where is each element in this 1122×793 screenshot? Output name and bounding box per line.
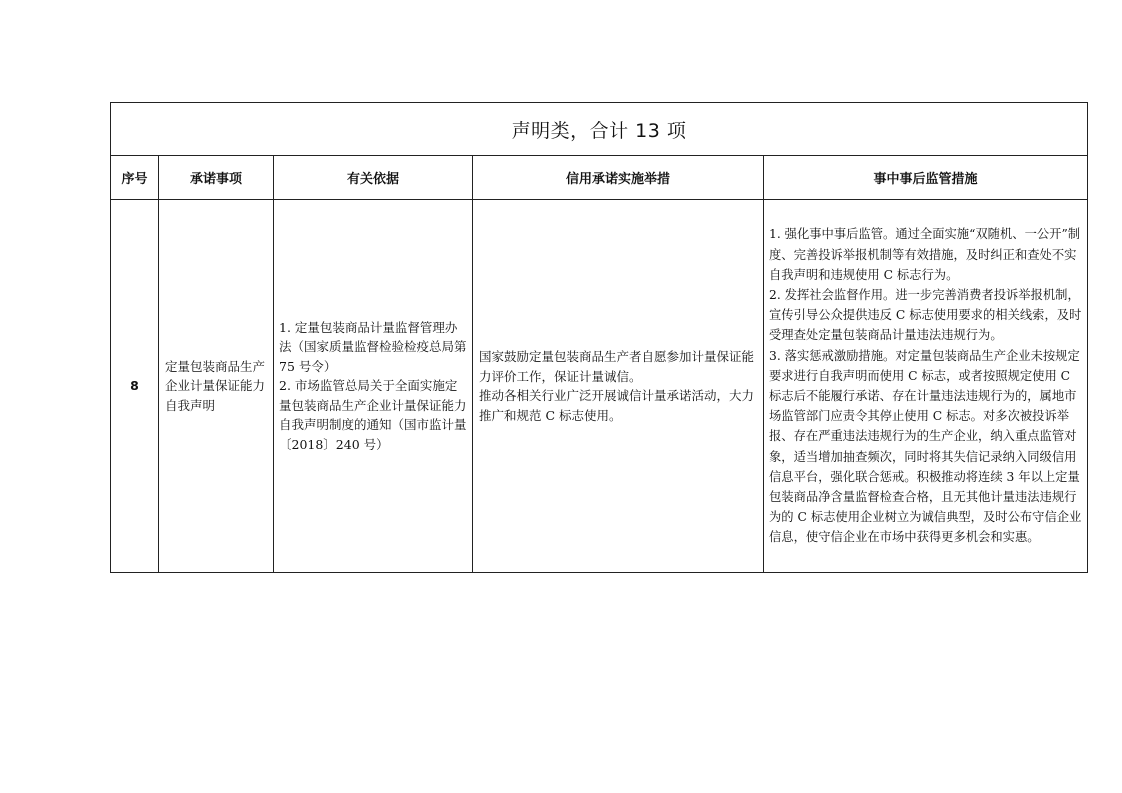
- commitment-item: 定量包装商品生产企业计量保证能力自我声明: [159, 200, 274, 573]
- row-number: 8: [111, 200, 159, 573]
- table-row: [111, 200, 1088, 573]
- commitment-table: [110, 102, 1088, 573]
- supervision-cell: [764, 200, 1088, 573]
- table-title: 声明类，合计 13 项: [111, 103, 1088, 156]
- header-number: 序号: [111, 156, 159, 200]
- supervision-item: 1. 强化事中事后监管。通过全面实施“双随机、一公开”制度、完善投诉举报机制等有效措施，及时纠正和查处不实自我声明和违规使用 C 标志行为。: [769, 227, 1081, 282]
- header-credit-measures: 信用承诺实施举措: [473, 156, 764, 200]
- measures-cell: [473, 200, 764, 573]
- header-supervision-measures: 事中事后监管措施: [764, 156, 1088, 200]
- basis-cell: [274, 200, 473, 573]
- header-commitment-item: 承诺事项: [159, 156, 274, 200]
- measure-item: 推动各相关行业广泛开展诚信计量承诺活动，大力推广和规范 C 标志使用。: [479, 388, 755, 423]
- basis-item: 2. 市场监管总局关于全面实施定量包装商品生产企业计量保证能力自我声明制度的通知（国市监计量〔2018〕240 号）: [279, 378, 467, 452]
- basis-item: 1. 定量包装商品计量监督管理办法（国家质量监督检验检疫总局第 75 号令）: [279, 319, 467, 374]
- measure-item: 国家鼓励定量包装商品生产者自愿参加计量保证能力评价工作，保证计量诚信。: [479, 349, 755, 384]
- header-basis: 有关依据: [274, 156, 473, 200]
- supervision-item: 3. 落实惩戒激励措施。对定量包装商品生产企业未按规定要求进行自我声明而使用 C 标志，或者按照规定使用 C 标志后不能履行承诺、存在计量违法违规行为的，属地市场监管部门应责令其停止使用 C 标志。对多次被投诉举报、存在严重违法违规行为的生产企业，纳入重点监管对象，适当增加抽查频次，同时将其失信记录纳入同级信用信息平台，强化联合惩戒。积极推动将连续 3 年以上定量包装商品净含量监督检查合格，且无其他计量违法违规行为的 C 标志使用企业树立为诚信典型，及时公布守信企业信息，使守信企业在市场中获得更多机会和实惠。: [769, 348, 1082, 545]
- supervision-item: 2. 发挥社会监督作用。进一步完善消费者投诉举报机制，宣传引导公众提供违反 C 标志使用要求的相关线索，及时受理查处定量包装商品计量违法违规行为。: [769, 287, 1082, 343]
